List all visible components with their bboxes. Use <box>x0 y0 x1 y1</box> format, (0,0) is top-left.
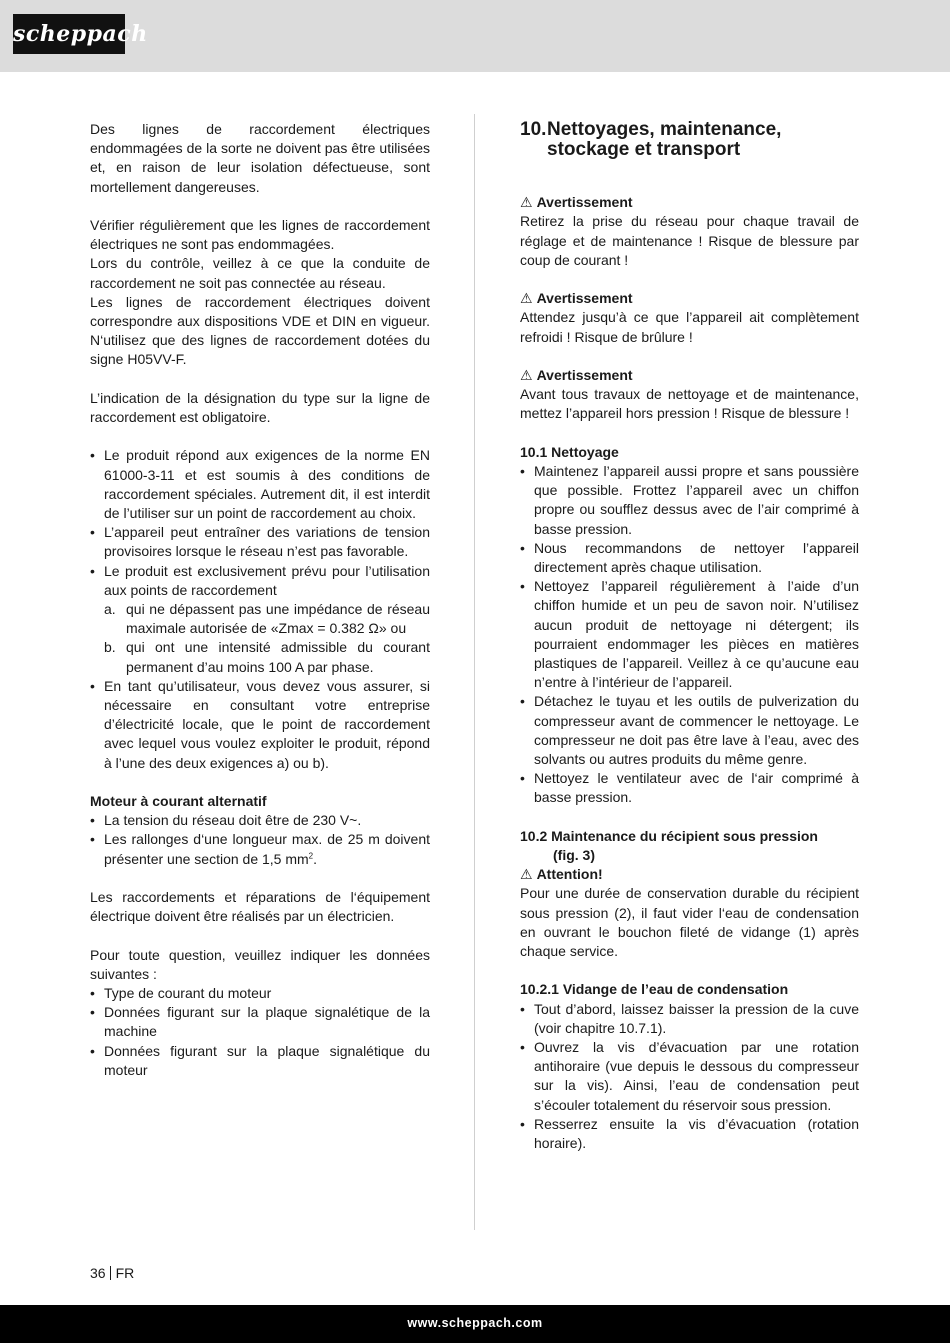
paragraph: Les raccordements et réparations de l‘équipement électrique doivent être réalisés par un électricien. <box>90 889 430 925</box>
superscript: 2 <box>308 851 314 860</box>
warning-text: Avant tous travaux de nettoyage et de maintenance, mettez l’appareil hors pression ! Risque de blessure ! <box>520 386 859 422</box>
list-item: • L’appareil peut entraîner des variations de tension provisoires lorsque le réseau n’est pas favorable. <box>90 523 430 561</box>
attention-heading <box>520 865 859 884</box>
list-item: • Ouvrez la vis d’évacuation par une rotation antihoraire (vue depuis le dessous du compresseur sur la vis). Ainsi, l’eau de condensation peut s’écouler totalement du réservoir sous pression. <box>520 1038 859 1115</box>
section-number: 10. <box>520 119 547 140</box>
attention-title: Attention! <box>536 866 603 883</box>
list-item-text: Le produit est exclusivement prévu pour l’utilisation aux points de raccordement <box>104 562 430 598</box>
list-item: • Tout d’abord, laissez baisser la pression de la cuve (voir chapitre 10.7.1). <box>520 1000 859 1038</box>
list-item: • Maintenez l’appareil aussi propre et sans poussière que possible. Frottez l’appareil avec un chiffon propre ou soufflez dessus avec de l’air comprimé à basse pression. <box>520 462 859 539</box>
page-number <box>90 1264 134 1283</box>
sub-list-item <box>104 638 430 676</box>
subsection-title-10-2-1: 10.2.1 Vidange de l’eau de condensation <box>520 981 789 998</box>
paragraph: Lors du contrôle, veillez à ce que la conduite de raccordement ne soit pas connectée au réseau. <box>90 255 430 291</box>
paragraph: L’indication de la désignation du type sur la ligne de raccordement est obligatoire. <box>90 389 430 426</box>
figure-reference: (fig. 3) <box>553 847 595 864</box>
list-item-end: . <box>313 850 318 867</box>
language-code: FR <box>115 1265 135 1281</box>
list-item <box>90 562 430 677</box>
paragraph: Pour toute question, veuillez indiquer les données suivantes : <box>90 946 430 982</box>
warning-icon: ⚠ <box>520 366 533 383</box>
list-item: • En tant qu’utilisateur, vous devez vous assurer, si nécessaire en consultant votre entreprise d’électricité locale, que le point de raccordement avec lequel vous voulez exploiter le produit, répond à l’une des deux exigences a) ou b). <box>90 677 430 773</box>
website-link[interactable]: www.scheppach.com <box>407 1316 543 1330</box>
section-title-text: Nettoyages, maintenance, stockage et transport <box>547 119 782 160</box>
subsection-title-10-2: 10.2 Maintenance du récipient sous pression <box>520 827 818 844</box>
header-bar <box>0 0 950 72</box>
list-item: • Détachez le tuyau et les outils de pulverization du compresseur avant de commencer le nettoyage. Le compresseur ne doit pas être lave à l’eau, avec des solvants ou autres produits du même genre. <box>520 692 859 769</box>
sub-list-item <box>104 600 430 638</box>
cleaning-list <box>520 462 859 808</box>
drain-list <box>520 1000 859 1154</box>
list-item <box>90 830 430 868</box>
warning-icon: ⚠ <box>520 866 533 883</box>
sub-text: qui ne dépassent pas une impédance de réseau maximale autorisée de «Zmax = 0.382 Ω» ou <box>126 601 430 637</box>
requirements-list <box>90 446 430 772</box>
list-item: • Type de courant du moteur <box>90 984 430 1003</box>
sub-text: qui ont une intensité admissible du courant permanent d’au moins 100 A par phase. <box>126 639 430 675</box>
warning-icon: ⚠ <box>520 194 533 211</box>
list-item: • Données figurant sur la plaque signalétique du moteur <box>90 1042 430 1080</box>
footer-bar <box>0 1305 950 1343</box>
warning-title: Avertissement <box>536 366 633 383</box>
sub-list <box>104 600 430 677</box>
warning-text: Attendez jusqu’à ce que l’appareil ait complètement refroidi ! Risque de brûlure ! <box>520 309 859 345</box>
warning-heading <box>520 289 859 308</box>
right-column <box>520 120 859 1153</box>
list-item: • Resserrez ensuite la vis d’évacuation (rotation horaire). <box>520 1115 859 1153</box>
list-item: • Nous recommandons de nettoyer l’appareil directement après chaque utilisation. <box>520 539 859 577</box>
list-item: • La tension du réseau doit être de 230 V~. <box>90 811 430 830</box>
attention-text: Pour une durée de conservation durable du récipient sous pression (2), il faut vider l‘eau de condensation en ouvrant le bouchon fileté de vidange (1) après chaque service. <box>520 885 859 960</box>
warning-title: Avertissement <box>536 194 633 211</box>
page-number-value: 36 <box>90 1265 106 1281</box>
warning-icon: ⚠ <box>520 290 533 307</box>
subheading-motor: Moteur à courant alternatif <box>90 793 267 810</box>
brand-logo: scheppach <box>13 14 125 54</box>
section-title <box>520 120 859 160</box>
warning-heading <box>520 193 859 212</box>
list-item: • Nettoyez l’appareil régulièrement à l’aide d’un chiffon humide et un peu de savon noir. N’utilisez aucun produit de nettoyage ni détergent; ils pourraient endommager les pièces en matières plastiques de l’appareil. Veillez à ce qu’aucune eau n’entre à l’intérieur de l’appareil. <box>520 577 859 692</box>
list-item: • Données figurant sur la plaque signalétique de la machine <box>90 1003 430 1041</box>
warning-text: Retirez la prise du réseau pour chaque travail de réglage et de maintenance ! Risque de blessure par coup de courant ! <box>520 213 859 268</box>
paragraph: Les lignes de raccordement électriques doivent correspondre aux dispositions VDE et DIN en vigueur. N‘utilisez que des lignes de raccordement dotées du signe H05VV-F. <box>90 293 430 368</box>
list-item: • Nettoyez le ventilateur avec de l‘air comprimé à basse pression. <box>520 769 859 807</box>
column-divider <box>474 114 475 1230</box>
list-item: • Le produit répond aux exigences de la norme EN 61000-3-11 et est soumis à des conditions de raccordement spéciales. Autrement dit, il est interdit de l’utiliser sur un point de raccordement au choix. <box>90 446 430 523</box>
sub-label: b. <box>104 639 116 656</box>
subsection-title-10-1: 10.1 Nettoyage <box>520 443 619 460</box>
page-separator <box>110 1266 111 1280</box>
motor-list <box>90 811 430 869</box>
info-list <box>90 984 430 1080</box>
warning-title: Avertissement <box>536 290 633 307</box>
sub-label: a. <box>104 601 116 618</box>
paragraph: Des lignes de raccordement électriques endommagées de la sorte ne doivent pas être utilisées et, en raison de leur isolation défectueuse, sont mortellement dangereuses. <box>90 121 430 195</box>
list-item-text: Les rallonges d‘une longueur max. de 25 m doivent présenter une section de 1,5 mm <box>104 831 430 867</box>
warning-heading <box>520 366 859 385</box>
left-column <box>90 120 430 1080</box>
paragraph: Vérifier régulièrement que les lignes de raccordement électriques ne sont pas endommagées. <box>90 217 430 253</box>
